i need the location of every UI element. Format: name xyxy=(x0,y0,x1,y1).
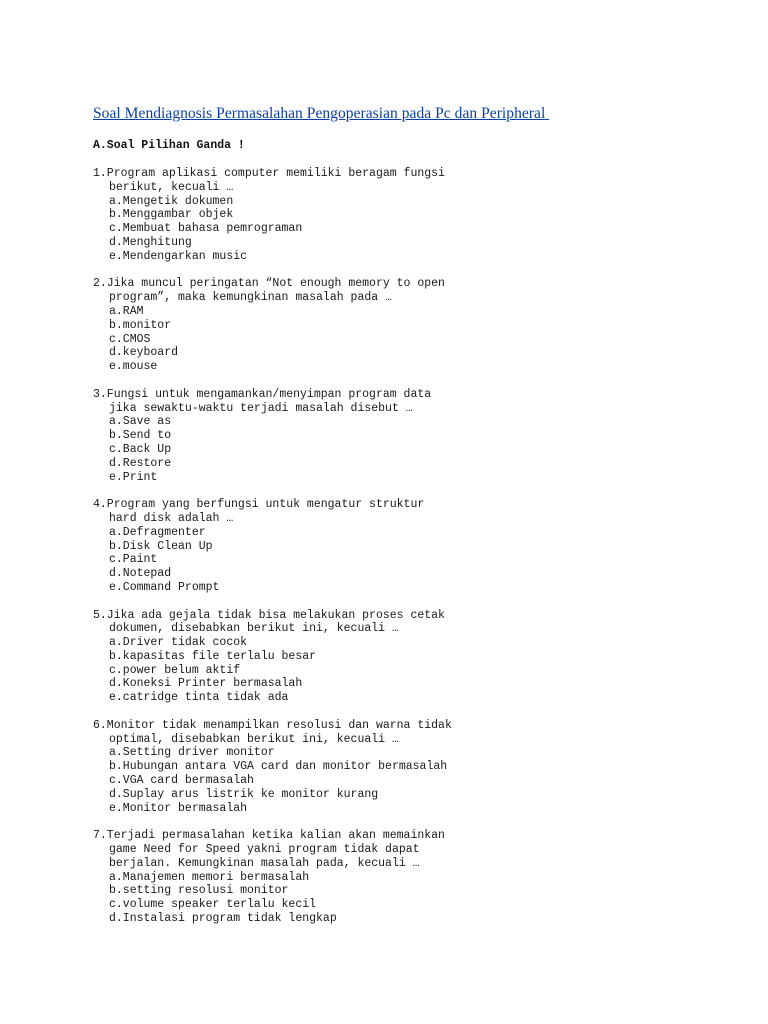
answer-option: a.Defragmenter xyxy=(109,525,206,539)
question-stem-line: 1.Program aplikasi computer memiliki beragam fungsi xyxy=(93,167,445,180)
question-stem-line: 2.Jika muncul peringatan “Not enough memory to open xyxy=(93,277,445,291)
question-stem-line: 3.Fungsi untuk mengamankan/menyimpan program data xyxy=(93,387,432,401)
answer-option: c.Paint xyxy=(109,553,158,567)
question-item xyxy=(93,719,733,816)
question-stem-line: 5.Jika ada gejala tidak bisa melakukan proses cetak xyxy=(93,608,445,622)
answer-option: b.setting resolusi monitor xyxy=(109,884,289,898)
answer-option: a.Setting driver monitor xyxy=(109,746,275,760)
answer-option: c.volume speaker terlalu kecil xyxy=(109,898,317,912)
answer-option: b.Send to xyxy=(109,429,172,443)
question-stem-line: dokumen, disebabkan berikut ini, kecuali … xyxy=(109,622,399,636)
answer-option: a.Save as xyxy=(109,415,172,429)
question-item xyxy=(93,498,733,595)
answer-option: b.kapasitas file terlalu besar xyxy=(109,649,317,663)
answer-option: b.Hubungan antara VGA card dan monitor bermasalah xyxy=(109,760,448,774)
question-stem-line: program”, maka kemungkinan masalah pada … xyxy=(109,291,392,305)
answer-option: d.Restore xyxy=(109,456,172,470)
question-item xyxy=(93,829,733,926)
document-title-link[interactable]: Soal Mendiagnosis Permasalahan Pengoperasian pada Pc dan Peripheral xyxy=(93,105,550,122)
answer-option: b.monitor xyxy=(109,318,172,332)
answer-option: d.Notepad xyxy=(109,567,172,581)
question-stem-line: hard disk adalah … xyxy=(109,511,234,525)
answer-option: c.CMOS xyxy=(109,332,151,346)
answer-option: a.Manajemen memori bermasalah xyxy=(109,870,310,884)
answer-option: c.VGA card bermasalah xyxy=(109,774,254,788)
answer-option: d.Menghitung xyxy=(109,235,192,249)
answer-option: b.Disk Clean Up xyxy=(109,539,213,553)
answer-option: a.RAM xyxy=(109,304,144,318)
question-item xyxy=(93,388,733,485)
answer-option: d.Suplay arus listrik ke monitor kurang xyxy=(109,787,379,801)
answer-option: a.Mengetik dokumen xyxy=(109,194,234,208)
question-stem-line: 6.Monitor tidak menampilkan resolusi dan warna tidak xyxy=(93,718,452,732)
answer-option: e.Print xyxy=(109,470,158,484)
answer-option: c.Membuat bahasa pemrograman xyxy=(109,222,303,236)
answer-option: e.Command Prompt xyxy=(109,580,220,594)
answer-option: e.Mendengarkan music xyxy=(109,249,248,263)
answer-option: d.keyboard xyxy=(109,346,179,360)
answer-option: d.Instalasi program tidak lengkap xyxy=(109,912,337,926)
question-item xyxy=(93,609,733,706)
question-stem-line: berikut, kecuali … xyxy=(109,180,234,194)
answer-option: b.Menggambar objek xyxy=(109,208,234,222)
answer-option: e.catridge tinta tidak ada xyxy=(109,691,289,705)
question-stem-line: jika sewaktu-waktu terjadi masalah disebut … xyxy=(109,401,413,415)
question-item xyxy=(93,167,733,264)
answer-option: d.Koneksi Printer bermasalah xyxy=(109,677,303,691)
answer-option: c.power belum aktif xyxy=(109,663,241,677)
question-item xyxy=(93,277,733,374)
question-stem-line: game Need for Speed yakni program tidak dapat xyxy=(109,843,420,857)
question-stem-line: optimal, disebabkan berikut ini, kecuali … xyxy=(109,732,399,746)
answer-option: e.Monitor bermasalah xyxy=(109,801,248,815)
answer-option: e.mouse xyxy=(109,360,158,374)
question-stem-line: 7.Terjadi permasalahan ketika kalian akan memainkan xyxy=(93,829,445,843)
question-list xyxy=(93,167,733,940)
answer-option: c.Back Up xyxy=(109,442,172,456)
question-stem-line: berjalan. Kemungkinan masalah pada, kecuali … xyxy=(109,856,420,870)
answer-option: a.Driver tidak cocok xyxy=(109,636,248,650)
section-heading: A.Soal Pilihan Ganda ! xyxy=(93,139,245,152)
question-stem-line: 4.Program yang berfungsi untuk mengatur struktur xyxy=(93,498,425,512)
